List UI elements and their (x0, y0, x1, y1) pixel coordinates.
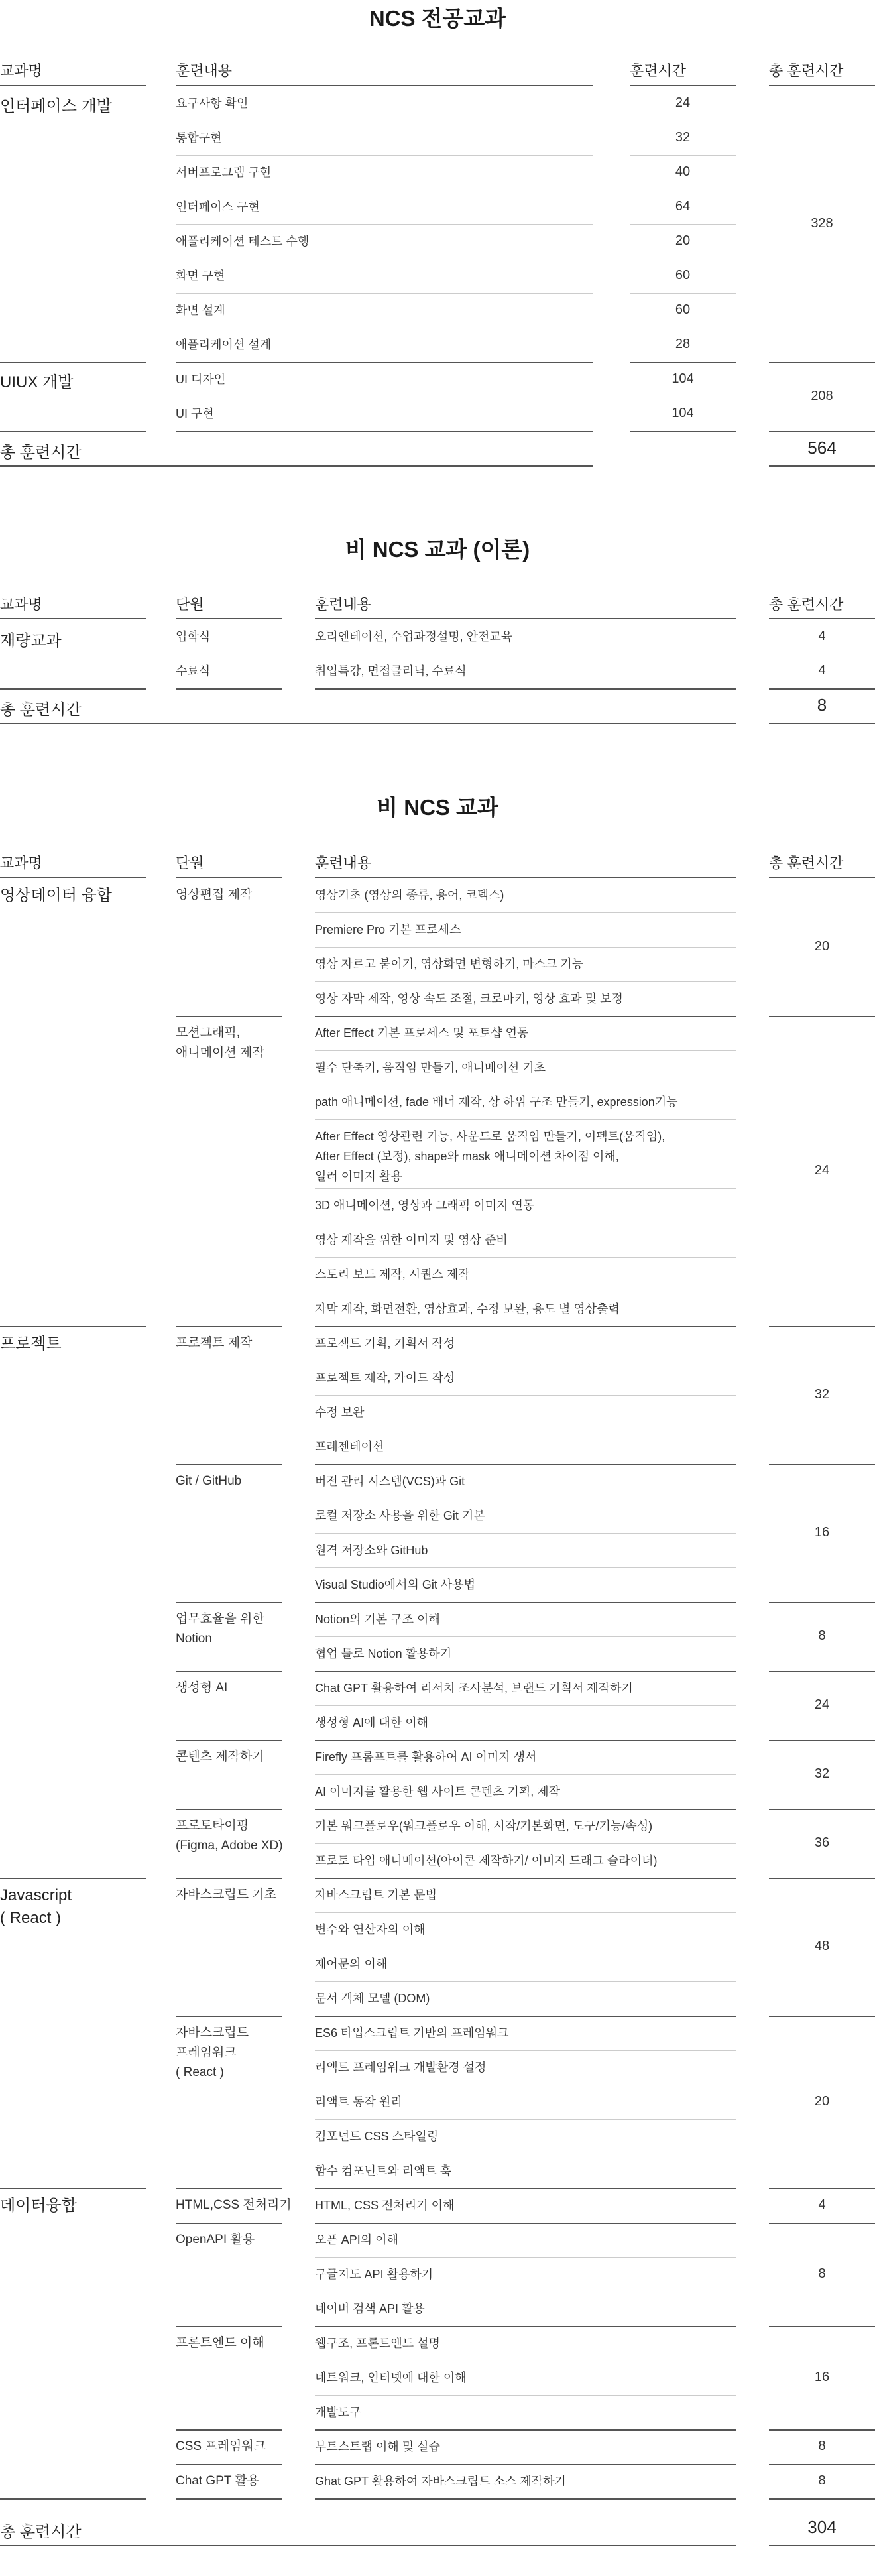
column-header: 교과명 (0, 855, 42, 871)
unit-total-hours: 16 (814, 2370, 830, 2384)
training-content: 구글지도 API 활용하기 (315, 2268, 434, 2281)
unit-rule (769, 2498, 875, 2500)
training-content: 네이버 검색 API 활용 (315, 2302, 425, 2315)
unit-total-hours: 8 (818, 2473, 826, 2488)
column-header: 훈련시간 (630, 62, 687, 79)
row-divider (315, 2326, 736, 2327)
training-content: 애플리케이션 설계 (176, 338, 272, 351)
unit-rule (176, 2016, 282, 2017)
unit-name: 생성형 AI (176, 1681, 228, 1695)
row-divider (315, 2498, 736, 2500)
subject-name: 인터페이스 개발 (0, 97, 112, 115)
training-content: 협업 툴로 Notion 활용하기 (315, 1647, 452, 1660)
row-divider (315, 1395, 736, 1396)
group-total-hours: 328 (811, 216, 833, 231)
total-value: 8 (817, 695, 827, 715)
group-rule (769, 431, 875, 432)
training-content: 원격 저장소와 GitHub (315, 1544, 428, 1557)
unit-name: CSS 프레임워크 (176, 2439, 266, 2453)
row-divider (630, 224, 736, 225)
header-rule (0, 877, 146, 878)
total-rule (0, 465, 593, 467)
subject-name: 재량교과 (0, 632, 62, 650)
training-content: 제어문의 이해 (315, 1957, 388, 1971)
column-header: 교과명 (0, 596, 42, 613)
subject-name: UIUX 개발 (0, 373, 74, 391)
row-divider (176, 155, 593, 156)
unit-rule (176, 2429, 282, 2431)
training-content: 취업특강, 면접클리닉, 수료식 (315, 664, 467, 678)
group-rule (0, 1326, 146, 1327)
unit-rule (769, 2464, 875, 2465)
unit-rule (176, 1878, 282, 1879)
row-divider (315, 1533, 736, 1534)
row-divider (630, 362, 736, 363)
section-title-ncs: NCS 전공교과 (369, 6, 506, 31)
row-divider (630, 293, 736, 294)
training-content: 영상 자르고 붙이기, 영상화면 변형하기, 마스크 기능 (315, 957, 584, 971)
header-rule (0, 618, 146, 619)
unit-rule (176, 1464, 282, 1465)
unit-name: 입학식 (176, 630, 211, 643)
unit-name: OpenAPI 활용 (176, 2233, 255, 2246)
group-rule (0, 431, 146, 432)
unit-rule (176, 1740, 282, 1741)
unit-rule (769, 2429, 875, 2431)
training-content: 자바스크립트 기본 문법 (315, 1888, 437, 1902)
column-header: 단원 (176, 596, 204, 613)
group-rule (0, 1878, 146, 1879)
row-divider (315, 1567, 736, 1568)
training-content: 애플리케이션 테스트 수행 (176, 235, 310, 248)
row-divider (769, 688, 875, 690)
header-rule (0, 85, 146, 86)
training-content: 영상 자막 제작, 영상 속도 조절, 크로마키, 영상 효과 및 보정 (315, 992, 623, 1005)
row-divider (176, 224, 593, 225)
training-content: 리액트 프레임워크 개발환경 설정 (315, 2061, 487, 2074)
row-divider (315, 2464, 736, 2465)
training-content: 함수 컴포넌트와 리액트 훅 (315, 2164, 452, 2177)
total-label: 총 훈련시간 (0, 444, 82, 461)
training-content: Visual Studio에서의 Git 사용법 (315, 1578, 476, 1591)
unit-total-hours: 48 (814, 1939, 830, 1953)
unit-total-hours: 20 (814, 939, 830, 953)
total-value: 564 (807, 438, 837, 458)
training-content: HTML, CSS 전처리기 이해 (315, 2199, 455, 2212)
group-rule (769, 362, 875, 363)
unit-total-hours: 24 (814, 1697, 830, 1712)
unit-rule (176, 2188, 282, 2189)
group-rule (0, 2498, 146, 2500)
row-divider (630, 431, 736, 432)
training-hours: 60 (675, 268, 691, 282)
unit-rule (176, 2464, 282, 2465)
training-content: 인터페이스 구현 (176, 200, 260, 214)
unit-rule (176, 2223, 282, 2224)
column-header: 단원 (176, 855, 204, 871)
unit-total-hours: 36 (814, 1835, 830, 1850)
training-content: 프로젝트 제작, 가이드 작성 (315, 1371, 455, 1384)
row-divider (315, 1774, 736, 1775)
training-content: 생성형 AI에 대한 이해 (315, 1716, 429, 1729)
group-rule (0, 362, 146, 363)
training-hours: 28 (675, 337, 691, 351)
training-hours: 64 (675, 199, 691, 214)
row-divider (315, 1119, 736, 1120)
training-content: After Effect 기본 프로세스 및 포토샵 연동 (315, 1026, 529, 1040)
row-divider (315, 1981, 736, 1982)
row-divider (315, 2429, 736, 2431)
row-divider (315, 1878, 736, 1879)
header-rule (315, 877, 736, 878)
training-content: Ghat GPT 활용하여 자바스크립트 소스 제작하기 (315, 2475, 566, 2488)
training-content: 필수 단축키, 움직임 만들기, 애니메이션 기초 (315, 1061, 546, 1074)
row-divider (315, 2050, 736, 2051)
row-divider (315, 2016, 736, 2017)
unit-rule (176, 1809, 282, 1810)
training-content: 프로젝트 기획, 기획서 작성 (315, 1337, 455, 1350)
subject-name: 데이터융합 (0, 2197, 77, 2215)
training-hours: 4 (818, 629, 826, 643)
unit-rule (769, 1016, 875, 1017)
training-content: 자막 제작, 화면전환, 영상효과, 수정 보완, 용도 별 영상출력 (315, 1302, 620, 1316)
unit-rule (176, 1326, 282, 1327)
training-content: 오픈 API의 이해 (315, 2233, 398, 2246)
row-divider (315, 1705, 736, 1706)
row-divider (315, 2119, 736, 2120)
training-hours: 20 (675, 233, 691, 248)
row-divider (176, 362, 593, 363)
unit-rule (769, 2188, 875, 2189)
row-divider (315, 912, 736, 913)
training-hours: 104 (671, 406, 694, 420)
unit-total-hours: 32 (814, 1766, 830, 1781)
unit-name: Git / GitHub (176, 1474, 242, 1488)
unit-name: 업무효율을 위한 Notion (176, 1612, 264, 1646)
row-divider (315, 1257, 736, 1258)
total-rule (0, 2545, 736, 2546)
training-content: AI 이미지를 활용한 웹 사이트 콘텐츠 기획, 제작 (315, 1785, 560, 1798)
training-content: 화면 설계 (176, 304, 225, 317)
row-divider (315, 1602, 736, 1603)
training-content: 컴포넌트 CSS 스타일링 (315, 2130, 439, 2143)
column-header: 훈련내용 (176, 62, 233, 79)
column-header: 총 훈련시간 (769, 596, 844, 613)
row-divider (315, 1809, 736, 1810)
total-rule (769, 465, 875, 467)
training-content: 리액트 동작 원리 (315, 2095, 402, 2109)
training-content: 영상 제작을 위한 이미지 및 영상 준비 (315, 1233, 508, 1247)
training-hours: 104 (671, 371, 694, 386)
training-content: ES6 타입스크립트 기반의 프레임워크 (315, 2026, 509, 2040)
group-rule (0, 2188, 146, 2189)
training-content: 프로토 타입 애니메이션(아이콘 제작하기/ 이미지 드래그 슬라이더) (315, 1854, 658, 1867)
unit-rule (176, 1602, 282, 1603)
row-divider (176, 431, 593, 432)
training-hours: 32 (675, 130, 691, 145)
column-header: 훈련내용 (315, 855, 372, 871)
unit-total-hours: 8 (818, 1628, 826, 1643)
total-value: 304 (807, 2517, 837, 2537)
unit-name: 프론트엔드 이해 (176, 2336, 264, 2350)
unit-name: 프로토타이핑 (Figma, Adobe XD) (176, 1819, 283, 1853)
header-rule (769, 618, 875, 619)
training-content: 프레젠테이션 (315, 1440, 384, 1453)
total-label: 총 훈련시간 (0, 701, 82, 719)
column-header: 총 훈련시간 (769, 855, 844, 871)
header-rule (176, 877, 282, 878)
training-content: 수정 보완 (315, 1406, 365, 1419)
column-header: 총 훈련시간 (769, 62, 844, 79)
header-rule (630, 85, 736, 86)
row-divider (315, 1843, 736, 1844)
unit-total-hours: 8 (818, 2266, 826, 2281)
training-content: 화면 구현 (176, 269, 225, 282)
row-divider (315, 1740, 736, 1741)
training-hours: 24 (675, 95, 691, 110)
total-rule (0, 723, 736, 724)
subject-name: 영상데이터 융합 (0, 887, 112, 904)
unit-rule (769, 2016, 875, 2017)
row-divider (315, 2395, 736, 2396)
unit-name: 콘텐츠 제작하기 (176, 1750, 264, 1764)
unit-name: Chat GPT 활용 (176, 2474, 260, 2488)
unit-rule (769, 1878, 875, 1879)
row-divider (315, 1188, 736, 1189)
training-content: 버전 관리 시스템(VCS)과 Git (315, 1475, 465, 1488)
unit-total-hours: 16 (814, 1525, 830, 1540)
row-divider (315, 688, 736, 690)
total-rule (769, 2545, 875, 2546)
training-content: 변수와 연산자의 이해 (315, 1923, 426, 1936)
row-divider (315, 1912, 736, 1913)
training-hours: 40 (675, 164, 691, 179)
training-content: After Effect 영상관련 기능, 사운드로 움직임 만들기, 이펙트(움직임), After Effect (보정), shape와 mask 애니메이션 차이점 이해, 일러 이미지 활용 (315, 1130, 666, 1183)
training-content: path 애니메이션, fade 배너 제작, 상 하위 구조 만들기, expression기능 (315, 1095, 678, 1109)
unit-rule (176, 1016, 282, 1017)
training-content: 서버프로그램 구현 (176, 166, 272, 179)
row-divider (176, 688, 282, 690)
unit-rule (176, 2498, 282, 2500)
training-content: UI 디자인 (176, 373, 226, 386)
training-hours: 60 (675, 302, 691, 317)
unit-name: 영상편집 제작 (176, 888, 253, 902)
training-content: UI 구현 (176, 407, 214, 420)
header-rule (769, 877, 875, 878)
training-content: 통합구현 (176, 131, 222, 145)
training-content: 기본 워크플로우(워크플로우 이해, 시작/기본화면, 도구/기능/속성) (315, 1819, 653, 1833)
unit-rule (769, 1602, 875, 1603)
row-divider (630, 155, 736, 156)
row-divider (176, 293, 593, 294)
unit-name: HTML,CSS 전처리기 (176, 2198, 292, 2212)
unit-rule (769, 1671, 875, 1672)
header-rule (769, 85, 875, 86)
unit-name: 자바스크립트 기초 (176, 1888, 277, 1902)
group-total-hours: 208 (811, 389, 833, 403)
total-label: 총 훈련시간 (0, 2523, 82, 2541)
unit-rule (769, 1809, 875, 1810)
training-content: Firefly 프롬프트를 활용하여 AI 이미지 생서 (315, 1750, 537, 1764)
unit-rule (176, 1671, 282, 1672)
unit-total-hours: 8 (818, 2439, 826, 2453)
subject-name: 프로젝트 (0, 1335, 62, 1353)
unit-rule (176, 2326, 282, 2327)
training-content: 영상기초 (영상의 종류, 용어, 코덱스) (315, 889, 504, 902)
row-divider (315, 1464, 736, 1465)
training-content: 스토리 보드 제작, 시퀀스 제작 (315, 1268, 470, 1281)
training-content: 개발도구 (315, 2406, 361, 2419)
row-divider (315, 1016, 736, 1017)
training-content: 로컬 저장소 사용을 위한 Git 기본 (315, 1509, 485, 1522)
column-header: 교과명 (0, 62, 42, 79)
training-hours: 4 (818, 663, 826, 678)
unit-total-hours: 32 (814, 1387, 830, 1402)
unit-rule (769, 1740, 875, 1741)
row-divider (315, 2257, 736, 2258)
unit-rule (769, 1464, 875, 1465)
section-title-theory: 비 NCS 교과 (이론) (345, 537, 530, 562)
row-divider (315, 2188, 736, 2189)
unit-rule (769, 1326, 875, 1327)
training-content: 부트스트랩 이해 및 실습 (315, 2440, 440, 2453)
unit-name: 자바스크립트 프레임워크 ( React ) (176, 2026, 249, 2079)
unit-name: 프로젝트 제작 (176, 1336, 253, 1350)
row-divider (315, 947, 736, 948)
row-divider (315, 1050, 736, 1051)
group-rule (0, 688, 146, 690)
row-divider (315, 1326, 736, 1327)
row-divider (315, 2223, 736, 2224)
header-rule (176, 85, 593, 86)
training-content: 문서 객체 모델 (DOM) (315, 1992, 430, 2005)
unit-rule (769, 2326, 875, 2327)
row-divider (315, 1671, 736, 1672)
row-divider (315, 981, 736, 982)
column-header: 훈련내용 (315, 596, 372, 613)
total-rule (769, 723, 875, 724)
training-content: Premiere Pro 기본 프로세스 (315, 923, 461, 936)
training-content: 네트워크, 인터넷에 대한 이해 (315, 2371, 467, 2384)
unit-name: 수료식 (176, 664, 211, 678)
training-content: 웹구조, 프론트엔드 설명 (315, 2337, 440, 2350)
unit-total-hours: 24 (814, 1163, 830, 1178)
header-rule (315, 618, 736, 619)
unit-total-hours: 4 (818, 2197, 826, 2212)
unit-rule (769, 2223, 875, 2224)
header-rule (176, 618, 282, 619)
unit-name: 모션그래픽, 애니메이션 제작 (176, 1026, 264, 1060)
training-content: 요구사항 확인 (176, 97, 249, 110)
training-content: Chat GPT 활용하여 리서치 조사분석, 브랜드 기획서 제작하기 (315, 1682, 633, 1695)
training-content: 3D 애니메이션, 영상과 그래픽 이미지 연동 (315, 1199, 535, 1212)
row-divider (315, 1636, 736, 1637)
section-title-non-ncs: 비 NCS 교과 (377, 795, 498, 820)
training-content: 오리엔테이션, 수업과정설명, 안전교육 (315, 630, 513, 643)
unit-total-hours: 20 (814, 2094, 830, 2109)
subject-name: Javascript ( React ) (0, 1886, 72, 1927)
training-content: Notion의 기본 구조 이해 (315, 1613, 440, 1626)
